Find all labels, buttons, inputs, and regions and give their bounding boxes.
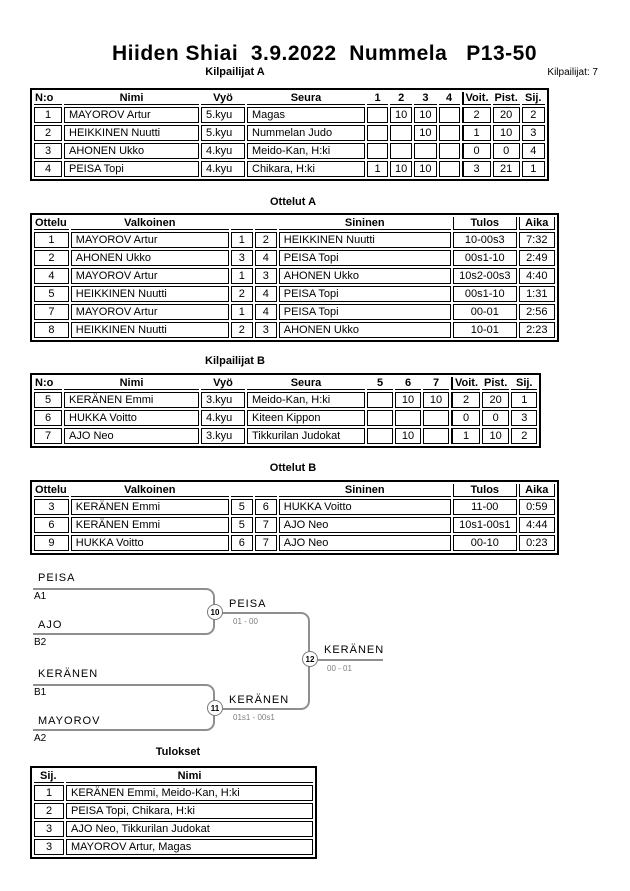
cell: 7 — [34, 428, 62, 444]
header-cell: 1 — [367, 92, 388, 105]
cell: 6 — [34, 517, 69, 533]
cell: HEIKKINEN Nuutti — [71, 286, 229, 302]
header-cell: 3 — [414, 92, 436, 105]
table-row — [34, 286, 555, 302]
competitor-count-label: Kilpailijat: 7 — [547, 67, 598, 78]
bracket-winner-name: KERÄNEN — [229, 694, 290, 706]
cell: 2 — [522, 107, 545, 123]
cell: MAYOROV Artur, Magas — [66, 839, 313, 855]
cell: 2 — [255, 232, 277, 248]
cell: HUKKA Voitto — [279, 499, 451, 515]
cell: 0:59 — [519, 499, 555, 515]
cell: 0:23 — [519, 535, 555, 551]
cell: 10 — [414, 161, 436, 177]
cell: 2 — [451, 392, 480, 408]
cell — [423, 410, 449, 426]
cell: 3.kyu — [201, 428, 245, 444]
cell — [395, 410, 421, 426]
cell: 0 — [451, 410, 480, 426]
table-row — [34, 250, 555, 266]
cell: 3 — [522, 125, 545, 141]
cell — [423, 428, 449, 444]
table-row — [34, 304, 555, 320]
cell: 10 — [414, 125, 436, 141]
cell: 6 — [231, 535, 253, 551]
cell: 20 — [482, 392, 509, 408]
header-cell: N:o — [34, 92, 62, 105]
cell: 3.kyu — [201, 392, 245, 408]
section-title-tulokset: Tulokset — [155, 746, 201, 758]
match-number-badge-11: 11 — [207, 700, 223, 716]
cell: 3 — [511, 410, 537, 426]
cell: Kiteen Kippon — [247, 410, 365, 426]
cell: 1 — [367, 161, 388, 177]
cell: 5 — [34, 286, 69, 302]
cell: Meido-Kan, H:ki — [247, 143, 365, 159]
cell: 7 — [34, 304, 69, 320]
kilpailijat-b-table — [30, 373, 541, 448]
header-cell: Pist. — [484, 377, 508, 389]
cell: HEIKKINEN Nuutti — [71, 322, 229, 338]
cell: Magas — [247, 107, 365, 123]
cell: 5 — [231, 499, 253, 515]
header-cell: Sininen — [279, 484, 451, 497]
cell: 1 — [34, 785, 64, 801]
cell: 5.kyu — [201, 125, 245, 141]
cell: 2 — [511, 428, 537, 444]
table-header-row — [34, 770, 313, 783]
cell: AHONEN Ukko — [279, 268, 451, 284]
header-cell: Voit. — [462, 92, 491, 105]
cell: 1 — [462, 125, 491, 141]
header-cell: 2 — [390, 92, 412, 105]
ottelut-b-table — [30, 480, 559, 555]
cell: AJO Neo — [64, 428, 199, 444]
table-header-row — [34, 484, 555, 497]
cell — [414, 143, 436, 159]
cell: AJO Neo, Tikkurilan Judokat — [66, 821, 313, 837]
header-cell: 6 — [395, 377, 421, 390]
cell: 4 — [255, 250, 277, 266]
cell: 10-00s3 — [453, 232, 517, 248]
cell: 3 — [462, 161, 491, 177]
table-row — [34, 107, 545, 123]
bracket-winner-line — [310, 659, 383, 661]
cell: KERÄNEN Emmi — [64, 392, 199, 408]
table-row — [34, 322, 555, 338]
table-row — [34, 517, 555, 533]
cell: 1:31 — [519, 286, 555, 302]
cell — [367, 143, 388, 159]
header-cell: Ottelu — [35, 217, 67, 229]
header-cell: Nimi — [66, 770, 313, 783]
cell: 2:23 — [519, 322, 555, 338]
cell: 7 — [255, 535, 277, 551]
cell: 2 — [462, 107, 491, 123]
section-title-kilpailijat-a: Kilpailijat A — [205, 66, 265, 78]
ottelut-a-table — [30, 213, 559, 342]
cell: 4 — [34, 161, 62, 177]
cell: 2 — [34, 803, 64, 819]
cell: 00-10 — [453, 535, 517, 551]
cell: 2:56 — [519, 304, 555, 320]
cell — [367, 392, 393, 408]
table-row — [34, 499, 555, 515]
table-row — [34, 535, 555, 551]
cell: PEISA Topi — [64, 161, 199, 177]
header-cell: N:o — [34, 377, 62, 390]
cell: 00-01 — [453, 304, 517, 320]
cell — [367, 107, 388, 123]
cell: Chikara, H:ki — [247, 161, 365, 177]
cell: AHONEN Ukko — [279, 322, 451, 338]
table-row — [34, 785, 313, 801]
cell: AHONEN Ukko — [71, 250, 229, 266]
cell: 4:44 — [519, 517, 555, 533]
cell: KERÄNEN Emmi — [71, 499, 229, 515]
cell: 4.kyu — [201, 161, 245, 177]
cell: 0 — [462, 143, 491, 159]
cell: PEISA Topi, Chikara, H:ki — [66, 803, 313, 819]
header-cell: Pist. — [494, 92, 518, 104]
kilpailijat-a-table — [30, 88, 549, 181]
header-cell: Nimi — [64, 92, 199, 105]
cell: 00s1-10 — [453, 250, 517, 266]
header-cell: Seura — [247, 92, 365, 105]
cell: 2 — [231, 322, 253, 338]
bracket-match-score: 01 - 00 — [233, 617, 258, 626]
cell: 6 — [34, 410, 62, 426]
bracket-match-score: 01s1 - 00s1 — [233, 713, 275, 722]
cell: 10-01 — [453, 322, 517, 338]
table-row — [34, 821, 313, 837]
cell: 5.kyu — [201, 107, 245, 123]
cell: 20 — [493, 107, 520, 123]
cell: 7:32 — [519, 232, 555, 248]
header-cell: Valkoinen — [71, 484, 229, 497]
cell: 5 — [231, 517, 253, 533]
bracket-seed-label: B1 — [34, 687, 47, 698]
cell: 4 — [255, 304, 277, 320]
cell: PEISA Topi — [279, 286, 451, 302]
cell: MAYOROV Artur — [71, 304, 229, 320]
cell: 10 — [395, 392, 421, 408]
cell — [439, 107, 460, 123]
header-cell: 7 — [423, 377, 449, 390]
cell — [439, 125, 460, 141]
header-cell: Aika — [519, 217, 555, 230]
header-cell — [255, 217, 277, 230]
cell: Tikkurilan Judokat — [247, 428, 365, 444]
cell: 1 — [231, 268, 253, 284]
cell — [439, 161, 460, 177]
cell: AHONEN Ukko — [64, 143, 199, 159]
table-row — [34, 232, 555, 248]
cell: 3 — [231, 250, 253, 266]
cell — [367, 125, 388, 141]
table-header-row — [34, 377, 537, 390]
cell: HEIKKINEN Nuutti — [279, 232, 451, 248]
cell: 10s1-00s1 — [453, 517, 517, 533]
cell: MAYOROV Artur — [64, 107, 199, 123]
bracket-seed-label: B2 — [34, 637, 47, 648]
cell — [390, 143, 412, 159]
cell: 10 — [482, 428, 509, 444]
cell: 2 — [231, 286, 253, 302]
bracket-seed-label: A2 — [34, 733, 47, 744]
cell: Meido-Kan, H:ki — [247, 392, 365, 408]
cell: KERÄNEN Emmi, Meido-Kan, H:ki — [66, 785, 313, 801]
cell: MAYOROV Artur — [71, 232, 229, 248]
table-row — [34, 428, 537, 444]
cell: KERÄNEN Emmi — [71, 517, 229, 533]
header-cell: Aika — [519, 484, 555, 497]
table-row — [34, 125, 545, 141]
match-number-badge-12: 12 — [302, 651, 318, 667]
cell: 1 — [522, 161, 545, 177]
cell: 1 — [511, 392, 537, 408]
header-cell: Vyö — [201, 377, 245, 390]
cell: HUKKA Voitto — [64, 410, 199, 426]
table-header-row — [34, 217, 555, 230]
header-cell — [231, 484, 253, 497]
header-cell: Tulos — [453, 484, 517, 497]
header-cell: Sij. — [34, 770, 64, 783]
header-cell: Ottelu — [35, 484, 67, 496]
cell: HUKKA Voitto — [71, 535, 229, 551]
cell: 4.kyu — [201, 143, 245, 159]
cell: MAYOROV Artur — [71, 268, 229, 284]
cell: 3 — [34, 143, 62, 159]
tulokset-table — [30, 766, 317, 859]
bracket-player-name: KERÄNEN — [38, 668, 99, 680]
cell: 7 — [255, 517, 277, 533]
bracket-player-name: AJO — [38, 619, 63, 631]
bracket-winner-name: KERÄNEN — [324, 644, 385, 656]
cell: 10 — [390, 161, 412, 177]
table-row — [34, 161, 545, 177]
cell: 11-00 — [453, 499, 517, 515]
cell — [390, 125, 412, 141]
header-cell: Sij. — [522, 92, 545, 105]
cell: 4 — [522, 143, 545, 159]
cell — [367, 410, 393, 426]
cell: 2 — [34, 125, 62, 141]
cell: 4.kyu — [201, 410, 245, 426]
table-row — [34, 143, 545, 159]
cell: 1 — [451, 428, 480, 444]
cell: 3 — [34, 839, 64, 855]
cell: PEISA Topi — [279, 304, 451, 320]
cell: 3 — [255, 268, 277, 284]
cell: 10 — [414, 107, 436, 123]
cell: 2:49 — [519, 250, 555, 266]
cell: 2 — [34, 250, 69, 266]
cell: 0 — [493, 143, 520, 159]
page-title: Hiiden Shiai 3.9.2022 Nummela P13-50 — [112, 42, 538, 65]
cell: 00s1-10 — [453, 286, 517, 302]
cell: HEIKKINEN Nuutti — [64, 125, 199, 141]
header-cell: Nimi — [64, 377, 199, 390]
cell: 1 — [34, 232, 69, 248]
section-title-ottelut-a: Ottelut A — [269, 196, 317, 208]
bracket-player-name: PEISA — [38, 572, 76, 584]
cell: 3 — [255, 322, 277, 338]
header-cell: Tulos — [453, 217, 517, 230]
cell: 10 — [423, 392, 449, 408]
bracket-match-score: 00 - 01 — [327, 664, 352, 673]
cell: 1 — [34, 107, 62, 123]
header-cell — [231, 217, 253, 230]
header-cell: 4 — [439, 92, 460, 105]
table-row — [34, 392, 537, 408]
table-header-row — [34, 92, 545, 105]
header-cell — [255, 484, 277, 497]
cell: 3 — [34, 499, 69, 515]
cell: 6 — [255, 499, 277, 515]
header-cell: Valkoinen — [71, 217, 229, 230]
cell: 10 — [493, 125, 520, 141]
cell — [439, 143, 460, 159]
match-number-badge-10: 10 — [207, 604, 223, 620]
table-row — [34, 839, 313, 855]
cell: 3 — [34, 821, 64, 837]
header-cell: Voit. — [451, 377, 480, 390]
bracket-seed-label: A1 — [34, 591, 47, 602]
table-row — [34, 410, 537, 426]
cell: 0 — [482, 410, 509, 426]
header-cell: Vyö — [201, 92, 245, 105]
cell: 4:40 — [519, 268, 555, 284]
cell: 10 — [390, 107, 412, 123]
cell: 1 — [231, 232, 253, 248]
cell: 4 — [255, 286, 277, 302]
header-cell: Sij. — [511, 377, 537, 390]
cell: 10s2-00s3 — [453, 268, 517, 284]
cell: PEISA Topi — [279, 250, 451, 266]
cell: Nummelan Judo — [247, 125, 365, 141]
cell: 8 — [34, 322, 69, 338]
cell: 4 — [34, 268, 69, 284]
section-title-kilpailijat-b: Kilpailijat B — [205, 355, 265, 367]
cell: 10 — [395, 428, 421, 444]
table-row — [34, 268, 555, 284]
bracket-player-name: MAYOROV — [38, 715, 101, 727]
cell: AJO Neo — [279, 517, 451, 533]
cell: AJO Neo — [279, 535, 451, 551]
cell — [367, 428, 393, 444]
cell: 21 — [493, 161, 520, 177]
header-cell: Sininen — [279, 217, 451, 230]
cell: 5 — [34, 392, 62, 408]
bracket-winner-name: PEISA — [229, 598, 267, 610]
header-cell: Seura — [247, 377, 365, 390]
header-cell: 5 — [367, 377, 393, 390]
section-title-ottelut-b: Ottelut B — [269, 462, 317, 474]
table-row — [34, 803, 313, 819]
cell: 1 — [231, 304, 253, 320]
cell: 9 — [34, 535, 69, 551]
